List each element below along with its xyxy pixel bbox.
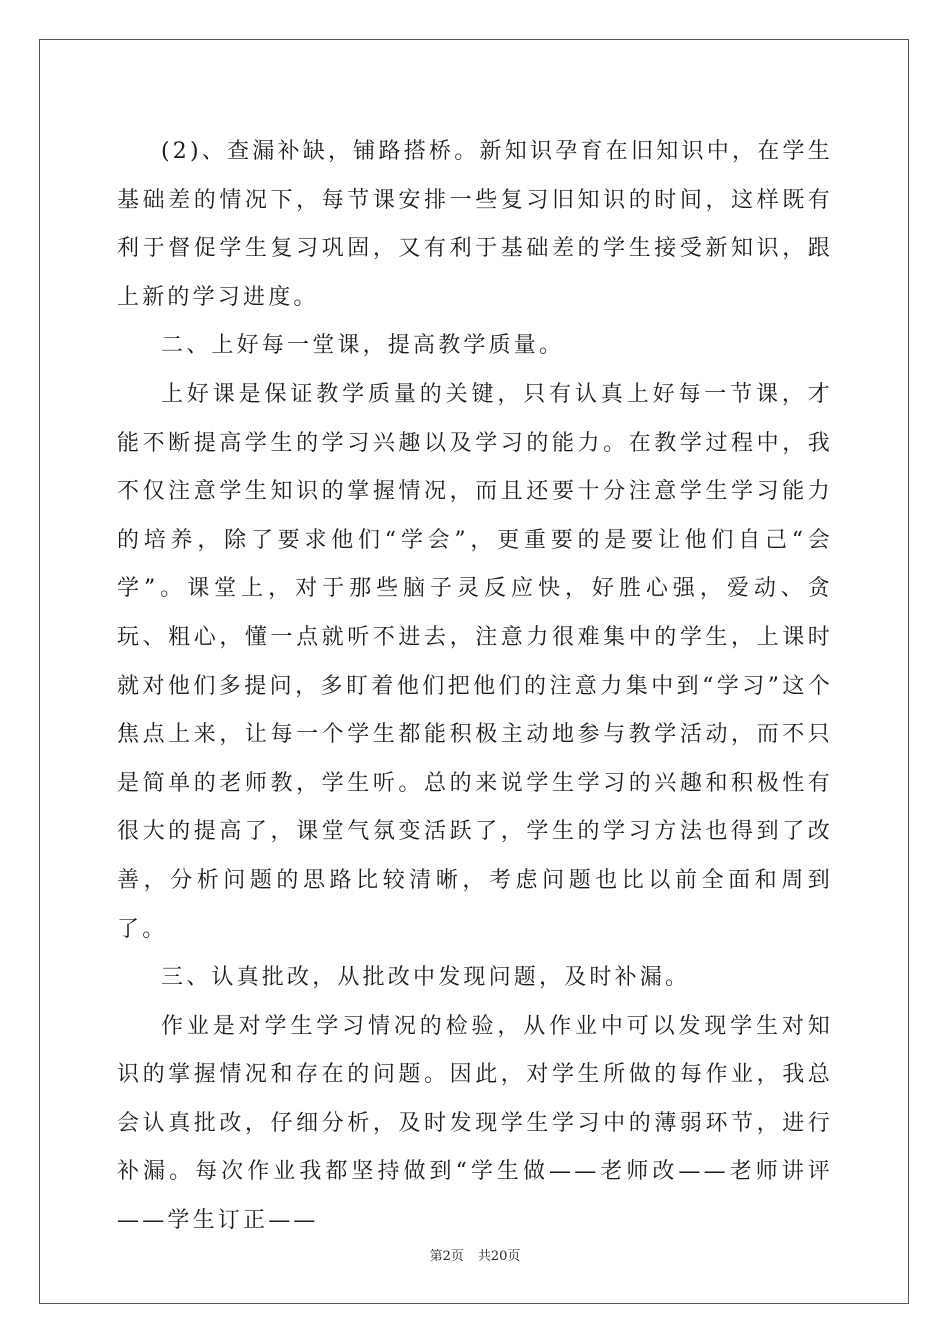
paragraph-review-gaps: (2)、查漏补缺，铺路搭桥。新知识孕育在旧知识中，在学生基础差的情况下，每节课安排一些复习旧知识的时间，这样既有利于督促学生复习巩固，又有利于基础差的学生接受新知识，跟上新的学习进度。 [117,139,833,310]
page-footer [0,1245,950,1264]
document-body [117,128,833,1246]
heading-section-three: 三、认真批改，从批改中发现问题，及时补漏。 [161,965,691,991]
page-number: 第2页 [429,1249,464,1264]
page-total: 共20页 [477,1249,521,1264]
paragraph-homework: 作业是对学生学习情况的检验，从作业中可以发现学生对知识的掌握情况和存在的问题。因此，对学生所做的每作业，我总会认真批改，仔细分析，及时发现学生学习中的薄弱环节，进行补漏。每次作业我都坚持做到“学生做——老师改——老师讲评——学生订正—— [117,1013,833,1234]
heading-section-two: 二、上好每一堂课，提高教学质量。 [161,333,565,359]
paragraph-good-lessons: 上好课是保证教学质量的关键，只有认真上好每一节课，才能不断提高学生的学习兴趣以及学习的能力。在教学过程中，我不仅注意学生知识的掌握情况，而且还要十分注意学生学习能力的培养，除了要求他们“学会”，更重要的是要让他们自己“会学”。课堂上，对于那些脑子灵反应快，好胜心强，爱动、贪玩、粗心，懂一点就听不进去，注意力很难集中的学生，上课时就对他们多提问，多盯着他们把他们的注意力集中到“学习”这个焦点上来，让每一个学生都能积极主动地参与教学活动，而不只是简单的老师教，学生听。总的来说学生学习的兴趣和积极性有很大的提高了，课堂气氛变活跃了，学生的学习方法也得到了改善，分析问题的思路比较清晰，考虑问题也比以前全面和周到了。 [117,381,833,942]
